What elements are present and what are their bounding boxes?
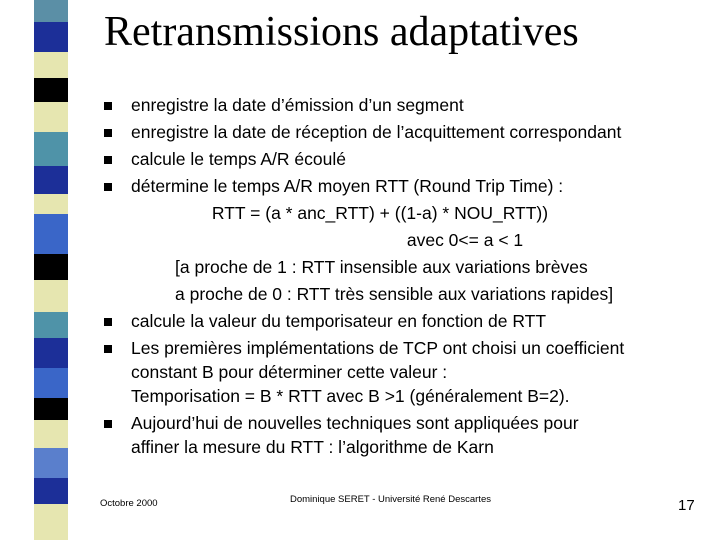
continuation-text: Temporisation = B * RTT avec B >1 (généralement B=2). [131, 386, 570, 406]
bullet-text: Aujourd’hui de nouvelles techniques sont appliquées pour [131, 413, 579, 433]
continuation-text: constant B pour déterminer cette valeur : [131, 362, 448, 382]
slide-body [0, 92, 720, 461]
bullet-text: Les premières implémentations de TCP ont choisi un coefficient [131, 338, 625, 358]
note-text: a proche de 0 : RTT très sensible aux variations rapides] [175, 284, 614, 304]
bullet-text: calcule la valeur du temporisateur en fonction de RTT [131, 311, 547, 331]
bullet-icon [104, 129, 112, 137]
note-text: [a proche de 1 : RTT insensible aux variations brèves [175, 257, 588, 277]
formula-text: RTT = (a * anc_RTT) + ((1-a) * NOU_RTT)) [211, 203, 549, 223]
bullet-icon [104, 156, 112, 164]
bullet-icon [104, 102, 112, 110]
formula-condition: avec 0<= a < 1 [406, 230, 524, 250]
slide-title: Retransmissions adaptatives [104, 9, 579, 55]
bullet-text: calcule le temps A/R écoulé [131, 149, 346, 169]
bullet-text: enregistre la date de réception de l’acquittement correspondant [131, 122, 622, 142]
footer-date: Octobre 2000 [100, 498, 158, 509]
bullet-text: détermine le temps A/R moyen RTT (Round Trip Time) : [131, 176, 564, 196]
bullet-text: enregistre la date d’émission d’un segment [131, 95, 464, 115]
bullet-icon [104, 345, 112, 353]
bullet-icon [104, 318, 112, 326]
bullet-icon [104, 420, 112, 428]
footer-author: Dominique SERET - Université René Descartes [290, 494, 491, 505]
bullet-icon [104, 183, 112, 191]
page-number: 17 [678, 497, 695, 514]
continuation-text: affiner la mesure du RTT : l’algorithme de Karn [131, 437, 494, 457]
